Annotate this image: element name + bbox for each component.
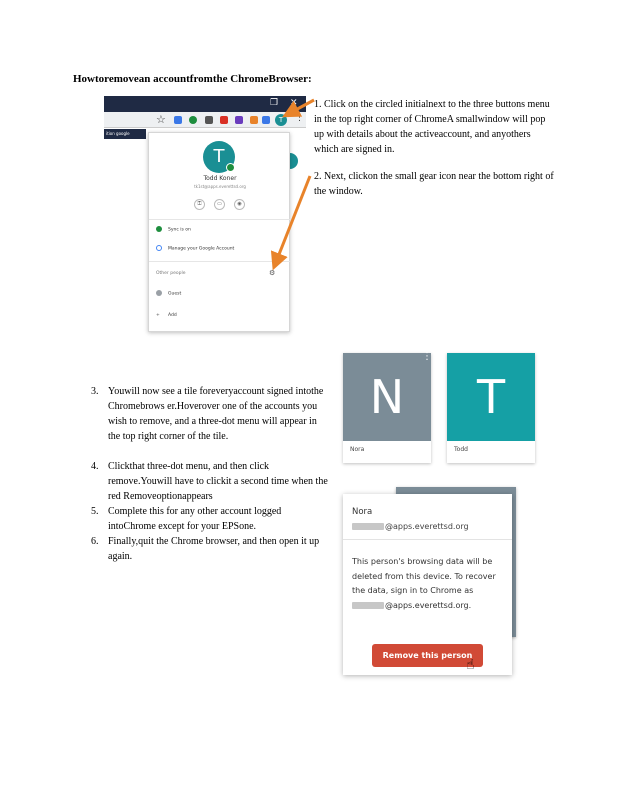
- three-dot-menu-icon[interactable]: ⋮: [422, 351, 432, 362]
- step-number: 6.: [91, 536, 99, 547]
- profile-name: Todd Koner: [203, 175, 237, 182]
- gear-icon[interactable]: ⚙: [269, 269, 276, 277]
- step-1-text: 1. Click on the circled initialnext to the three buttons menu in the top right corner of ChromeA smallwindow will pop up with details about the activeaccount, and anyothers which are signed in.: [314, 99, 550, 155]
- list-item: [91, 504, 331, 534]
- other-people-label: Other people: [156, 271, 186, 276]
- tile-name: Todd: [454, 446, 468, 453]
- tab-strip: ition google ec/shtlshk: [104, 129, 146, 139]
- steps-list: [91, 384, 331, 564]
- card-icon[interactable]: ▭: [214, 199, 225, 210]
- step-number: 3.: [91, 386, 99, 397]
- remove-person-dialog: [343, 494, 512, 675]
- guest-label: Guest: [168, 291, 182, 297]
- close-icon[interactable]: ✕: [290, 98, 298, 108]
- list-item: [91, 459, 331, 504]
- dialog-message: [352, 555, 508, 613]
- step-2-text: 2. Next, clickon the small gear icon near the bottom right of the window.: [314, 171, 554, 197]
- step-text: Clickthat three-dot menu, and then click remove.Youwill have to clickit a second time when the red Removeoptionappears: [108, 461, 328, 502]
- step-text: Complete this for any other account logged intoChrome except for your EPSone.: [108, 506, 282, 532]
- manage-account-label: Manage your Google Account: [168, 246, 235, 252]
- dialog-email: [352, 522, 469, 531]
- step-number: 4.: [91, 461, 99, 472]
- redacted-text: [352, 602, 384, 609]
- remove-person-button[interactable]: Remove this person: [372, 644, 483, 667]
- dialog-message-text: This person's browsing data will be deleted from this device. To recover the data, sign in to Chrome as: [352, 557, 496, 595]
- profile-avatar-button[interactable]: T: [275, 114, 287, 126]
- sync-label: Sync is on: [168, 227, 191, 233]
- list-item: [91, 384, 331, 444]
- bookmark-star-icon[interactable]: ☆: [156, 113, 166, 126]
- profile-avatar: T: [203, 141, 235, 173]
- key-icon[interactable]: ⚿: [194, 199, 205, 210]
- redacted-text: [352, 523, 384, 530]
- location-icon[interactable]: ◉: [234, 199, 245, 210]
- step-number: 5.: [91, 506, 99, 517]
- restore-icon[interactable]: ❐: [270, 98, 279, 108]
- arrow-to-gear: [276, 176, 310, 262]
- three-dot-menu-icon[interactable]: ⋮: [295, 113, 304, 123]
- dialog-message-email: @apps.everettsd.org.: [385, 600, 472, 610]
- arrow-to-avatar: [290, 100, 314, 113]
- divider: [343, 539, 512, 540]
- profile-tile-nora[interactable]: [343, 353, 431, 463]
- profile-email: tk1st@apps.everettsd.org: [194, 184, 246, 189]
- dialog-email-domain: @apps.everettsd.org: [385, 522, 469, 531]
- step-text: Youwill now see a tile foreveryaccount signed intothe Chromebrows er.Hoverover one of the accounts you wish to remove, and a three-dot menu will appear in the top right corner of the tile.: [108, 386, 324, 442]
- add-icon: +: [156, 313, 160, 318]
- profile-tile-todd[interactable]: [447, 353, 535, 463]
- dialog-name: Nora: [352, 507, 373, 517]
- step-text: Finally,quit the Chrome browser, and then open it up again.: [108, 536, 320, 562]
- page-heading: Howtoremovean accountfromthe ChromeBrowser:: [73, 73, 312, 85]
- hand-cursor-icon: ☝: [466, 657, 475, 673]
- list-item: [91, 534, 331, 564]
- tile-initial: T: [447, 353, 535, 441]
- tile-initial: N: [343, 353, 431, 441]
- add-label: Add: [168, 313, 177, 318]
- tile-name: Nora: [350, 446, 365, 453]
